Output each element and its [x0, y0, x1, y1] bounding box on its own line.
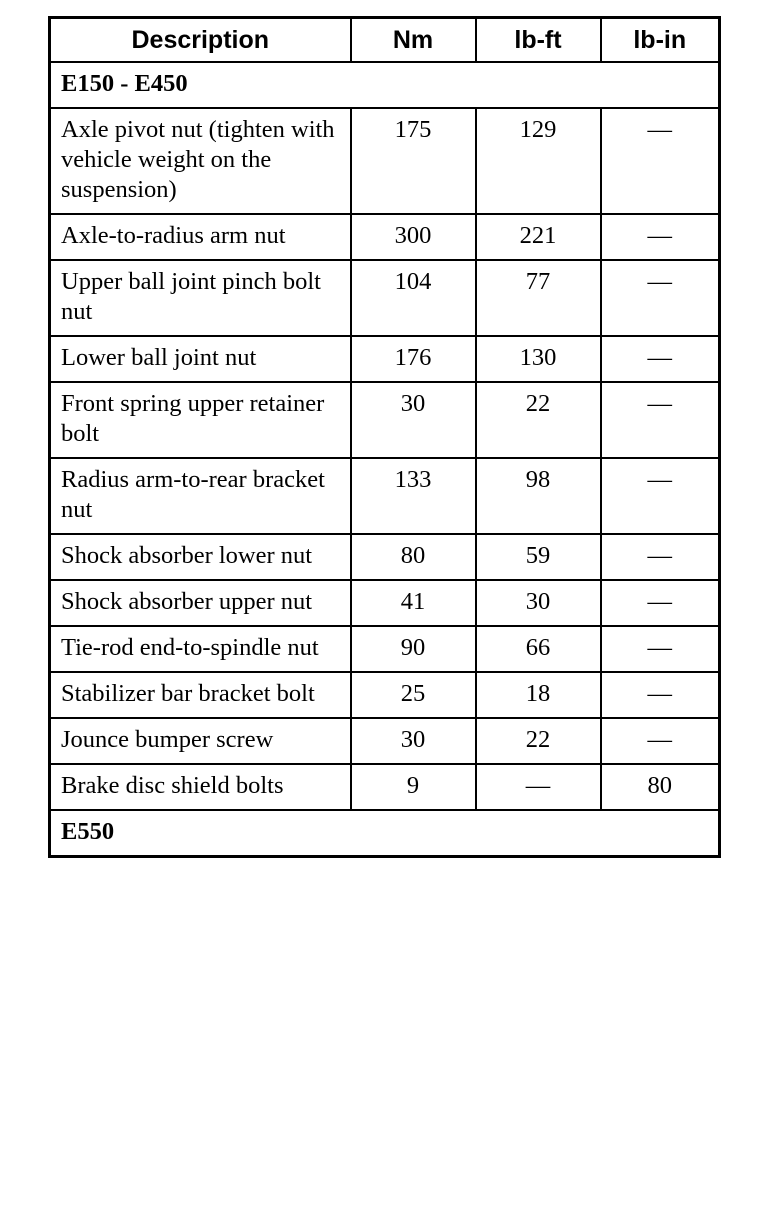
cell-description: Upper ball joint pinch bolt nut [50, 260, 351, 336]
cell-description: Shock absorber lower nut [50, 534, 351, 580]
table-row [50, 534, 720, 580]
cell-description: Tie-rod end-to-spindle nut [50, 626, 351, 672]
table-row [50, 458, 720, 534]
cell-lb-in: — [601, 458, 720, 534]
cell-nm: 133 [351, 458, 476, 534]
cell-lb-ft: 30 [476, 580, 601, 626]
cell-description: Brake disc shield bolts [50, 764, 351, 810]
cell-lb-in: — [601, 336, 720, 382]
cell-lb-in: — [601, 108, 720, 214]
cell-description: Front spring upper retainer bolt [50, 382, 351, 458]
cell-lb-in: — [601, 260, 720, 336]
table-row [50, 108, 720, 214]
column-header-description: Description [50, 18, 351, 63]
cell-nm: 25 [351, 672, 476, 718]
cell-lb-ft: 98 [476, 458, 601, 534]
cell-lb-ft: 221 [476, 214, 601, 260]
cell-lb-ft: 130 [476, 336, 601, 382]
cell-lb-ft: 22 [476, 718, 601, 764]
torque-specifications-table [48, 16, 721, 858]
cell-lb-in: — [601, 580, 720, 626]
table-body [50, 62, 720, 857]
cell-description: Axle pivot nut (tighten with vehicle weight on the suspension) [50, 108, 351, 214]
cell-lb-ft: — [476, 764, 601, 810]
section-header-row [50, 810, 720, 857]
cell-lb-ft: 18 [476, 672, 601, 718]
cell-nm: 30 [351, 382, 476, 458]
cell-lb-in: — [601, 382, 720, 458]
cell-lb-in: — [601, 214, 720, 260]
cell-nm: 104 [351, 260, 476, 336]
cell-nm: 41 [351, 580, 476, 626]
cell-nm: 176 [351, 336, 476, 382]
cell-lb-in: — [601, 626, 720, 672]
cell-nm: 9 [351, 764, 476, 810]
cell-lb-ft: 77 [476, 260, 601, 336]
cell-nm: 30 [351, 718, 476, 764]
table-row [50, 718, 720, 764]
table-row [50, 764, 720, 810]
table-row [50, 336, 720, 382]
column-header-lb-ft: lb-ft [476, 18, 601, 63]
column-header-nm: Nm [351, 18, 476, 63]
section-title: E550 [50, 810, 720, 857]
cell-description: Shock absorber upper nut [50, 580, 351, 626]
cell-description: Radius arm-to-rear bracket nut [50, 458, 351, 534]
cell-description: Stabilizer bar bracket bolt [50, 672, 351, 718]
cell-description: Axle-to-radius arm nut [50, 214, 351, 260]
table-row [50, 672, 720, 718]
cell-lb-in: — [601, 718, 720, 764]
table-row [50, 626, 720, 672]
cell-description: Jounce bumper screw [50, 718, 351, 764]
table-row [50, 260, 720, 336]
cell-lb-ft: 22 [476, 382, 601, 458]
cell-nm: 80 [351, 534, 476, 580]
cell-lb-ft: 129 [476, 108, 601, 214]
cell-lb-in: — [601, 672, 720, 718]
cell-lb-in: — [601, 534, 720, 580]
column-header-lb-in: lb-in [601, 18, 720, 63]
cell-nm: 300 [351, 214, 476, 260]
section-title: E150 - E450 [50, 62, 720, 108]
table-header-row [50, 18, 720, 63]
cell-nm: 175 [351, 108, 476, 214]
cell-lb-ft: 59 [476, 534, 601, 580]
cell-lb-in: 80 [601, 764, 720, 810]
cell-description: Lower ball joint nut [50, 336, 351, 382]
cell-lb-ft: 66 [476, 626, 601, 672]
table-row [50, 214, 720, 260]
table-row [50, 382, 720, 458]
table-row [50, 580, 720, 626]
section-header-row [50, 62, 720, 108]
cell-nm: 90 [351, 626, 476, 672]
